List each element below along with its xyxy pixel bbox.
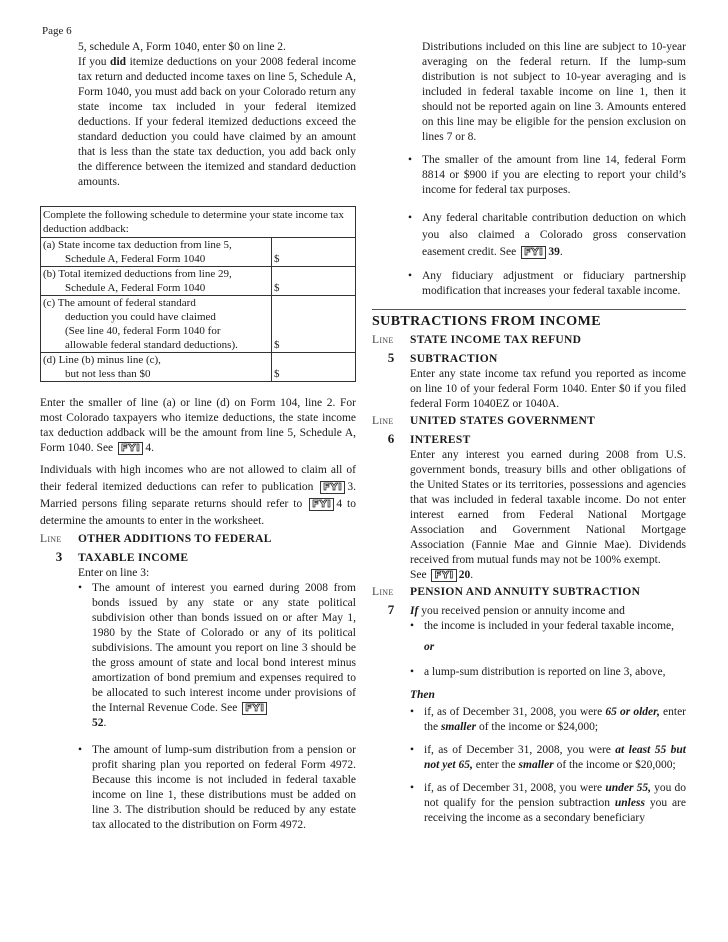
list-item: • The smaller of the amount from line 14, federal Form 8814 or $900 if you are electing to report your child’s income for federal tax purposes. [408, 154, 686, 196]
list-item: • if, as of December 31, 2008, you were at least 55 but not yet 65, enter the smaller of the income or $20,000; [410, 744, 686, 771]
page-number: Page 6 [42, 25, 72, 37]
line-5-header: Line STATE INCOME TAX REFUND [372, 334, 582, 346]
right-column [372, 40, 686, 834]
list-item: • The amount of lump-sum distribution from a pension or profit sharing plan you reported on federal Form 4972. Because this income is not included in federal taxable income on line 1, these distributions must be added on line 3. The distribution should be reduced by any estate tax allocated to the distribution on Form 4972. [78, 744, 356, 831]
enter-on-line-3: Enter on line 3: [78, 567, 150, 579]
fyi-icon: FYI [118, 442, 143, 455]
fyi-icon: FYI [242, 702, 267, 715]
fyi-icon: FYI [320, 481, 345, 494]
schedule-row-d: (d) Line (b) minus line (c), but not less than $0 $ [43, 354, 280, 380]
line-6-title: 6 INTEREST [387, 431, 471, 446]
fyi-icon: FYI [521, 246, 546, 259]
list-item: • a lump-sum distribution is reported on line 3, above, [410, 666, 666, 678]
schedule-header: Complete the following schedule to determine your state income tax deduction addback: [41, 207, 355, 238]
section-title: SUBTRACTIONS FROM INCOME [372, 314, 601, 329]
left-column [40, 40, 356, 841]
then-text: Then [410, 689, 435, 701]
line-6-text: Enter any interest you earned during 2008 from U.S. government bonds, treasury bills and other obligations of the United States or its territories, possessions and agencies that was included in federal taxable income. Do not enter interest earned from Federal National Mortgage Association and Government National Mortgage Association (Fannie Mae and Ginnie Mae). Dividends received from mutual funds may not be 100% exempt. [410, 449, 686, 566]
line-7-header: Line PENSION AND ANNUITY SUBTRACTION [372, 586, 641, 598]
addback-schedule [40, 206, 356, 382]
distribution-continuation: Distributions included on this line are subject to 10-year averaging on the federal return. If the lump-sum distribution is not subject to 10-year averaging and is included in federal taxable income on line 1, then it should not be reported again on line 3. Amounts entered on this line may be eligible for the pension exclusion on lines 7 or 8. [422, 41, 686, 143]
line-6-header: Line UNITED STATES GOVERNMENT [372, 415, 596, 427]
list-item: • Any fiduciary adjustment or fiduciary partnership modification that increases your federal taxable income. [408, 270, 686, 297]
list-item: • Any federal charitable contribution deduction on which you also claimed a Colorado gross conservation easement credit. See FYI 39. [408, 212, 686, 258]
itemize-paragraph: If you did itemize deductions on your 2008 federal income tax return and deducted income taxes on line 5, Schedule A, Form 1040, you must add back on your Colorado return any state income tax included in your federal itemized deductions. If your federal itemized deductions exceed the standard deduction you could have claimed by an amount that is less than the state tax deduction, you add back only the difference between the itemized and standard deduction amounts. [78, 56, 356, 188]
schedule-row-c: (c) The amount of federal standard deduction you could have claimed (See line 40, federal Form 1040 for allowable federal standard deductions). $ [41, 296, 355, 353]
line-3-title: 3 TAXABLE INCOME [55, 549, 189, 564]
list-item: • if, as of December 31, 2008, you were under 55, you do not qualify for the pension subtraction unless you are receiving the income as a secondary beneficiary [410, 782, 687, 824]
list-item: • The amount of interest you earned during 2008 from bonds issued by any state or any state political subdivision other than bonds issued on or after May 1, 1980 by the State of Colorado or any of its political subdivisions. The amount you report on line 3 should be the gross amount of state and local bond interest minus amortization of bond premium and expenses required to be allocated to such interest income under provisions of the Internal Revenue Code. See FYI 52. [78, 582, 356, 729]
fyi-icon: FYI [431, 569, 456, 582]
or-text: or [424, 641, 435, 653]
line-6-see: See FYI 20. [410, 569, 474, 581]
section-divider [372, 309, 686, 310]
schedule-row-a: (a) State income tax deduction from line 5, Schedule A, Federal Form 1040 $ [41, 238, 355, 267]
high-income-paragraph: Individuals with high incomes who are not allowed to claim all of their federal itemized deductions can refer to publication FYI 3. Married persons filing separate returns should refer to FYI 4 to determine the amounts to enter in the worksheet. [40, 464, 356, 527]
schedule-row-b: (b) Total itemized deductions from line 29, Schedule A, Federal Form 1040 $ [41, 267, 355, 296]
line-5-title: 5 SUBTRACTION [387, 350, 498, 365]
line-5-text: Enter any state income tax refund you reported as income on line 10 of your federal Form 1040. Enter $0 if you filed federal Form 1040EZ or 1040A. [410, 368, 686, 410]
line-7-title: 7 If you received pension or annuity income and [387, 602, 625, 617]
line-3-header: Line OTHER ADDITIONS TO FEDERAL [40, 533, 272, 545]
list-item: • if, as of December 31, 2008, you were 65 or older, enter the smaller of the income or $24,000; [410, 706, 687, 733]
list-item: • the income is included in your federal taxable income, [410, 620, 675, 632]
smaller-line-paragraph: Enter the smaller of line (a) or line (d) on Form 104, line 2. For most Colorado taxpayers who itemize deductions, the state income tax deduction addback will be the amount from line 5, Schedule A, Form 1040. See FYI 4. [40, 397, 356, 454]
intro-text: 5, schedule A, Form 1040, enter $0 on line 2. [78, 41, 286, 53]
fyi-icon: FYI [309, 498, 334, 511]
